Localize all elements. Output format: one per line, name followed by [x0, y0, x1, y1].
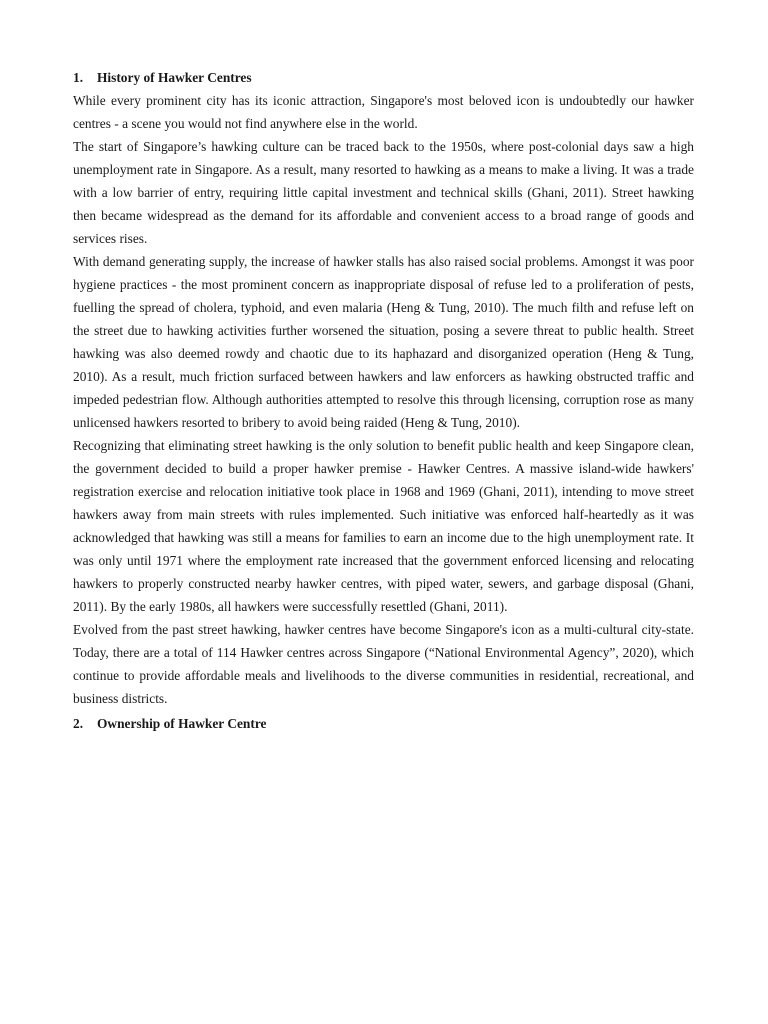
section-number: 1. — [73, 70, 84, 85]
paragraph-intro: While every prominent city has its iconic attraction, Singapore's most beloved icon is undoubtedly our hawker centres - a scene you would not find anywhere else in the world. — [73, 93, 694, 131]
paragraph-government-response: Recognizing that eliminating street hawking is the only solution to benefit public health and keep Singapore clean, the government decided to build a proper hawker premise - Hawker Centres. A massive island-wide hawkers' registration exercise and relocation initiative took place in 1968 and 1969 (Ghani, 2011), intending to move street hawkers away from main streets with rules implemented. Such initiative was enforced half-heartedly as it was acknowledged that hawking was still a means for families to earn an income due to the high unemployment rate. It was only until 1971 where the employment rate increased that the government enforced licensing and relocating hawkers to properly constructed nearby hawker centres, with piped water, sewers, and garbage disposal (Ghani, 2011). By the early 1980s, all hawkers were successfully resettled (Ghani, 2011). — [73, 438, 694, 614]
document-body — [73, 66, 694, 735]
paragraph-social-problems: With demand generating supply, the increase of hawker stalls has also raised social problems. Amongst it was poor hygiene practices - the most prominent concern as inappropriate disposal of refuse led to a proliferation of pests, fuelling the spread of cholera, typhoid, and even malaria (Heng & Tung, 2010). The much filth and refuse left on the street due to hawking activities further worsened the situation, posing a severe threat to public health. Street hawking was also deemed rowdy and chaotic due to its haphazard and disorganized operation (Heng & Tung, 2010). As a result, much friction surfaced between hawkers and law enforcers as hawking obstructed traffic and impeded pedestrian flow. Although authorities attempted to resolve this through licensing, corruption rose as many unlicensed hawkers resorted to bribery to avoid being raided (Heng & Tung, 2010). — [73, 254, 694, 430]
section-title: Ownership of Hawker Centre — [97, 716, 267, 731]
section-title: History of Hawker Centres — [97, 70, 252, 85]
section-heading-history — [73, 66, 694, 89]
paragraph-today: Evolved from the past street hawking, hawker centres have become Singapore's icon as a multi-cultural city-state. Today, there are a total of 114 Hawker centres across Singapore (“National Environmental Agency”, 2020), which continue to provide affordable meals and livelihoods to the diverse communities in residential, recreational, and business districts. — [73, 622, 694, 706]
paragraph-origins: The start of Singapore’s hawking culture can be traced back to the 1950s, where post-colonial days saw a high unemployment rate in Singapore. As a result, many resorted to hawking as a means to make a living. It was a trade with a low barrier of entry, requiring little capital investment and technical skills (Ghani, 2011). Street hawking then became widespread as the demand for its affordable and convenient access to a broad range of goods and services rises. — [73, 139, 694, 246]
section-number: 2. — [73, 716, 84, 731]
section-heading-ownership — [73, 712, 694, 735]
